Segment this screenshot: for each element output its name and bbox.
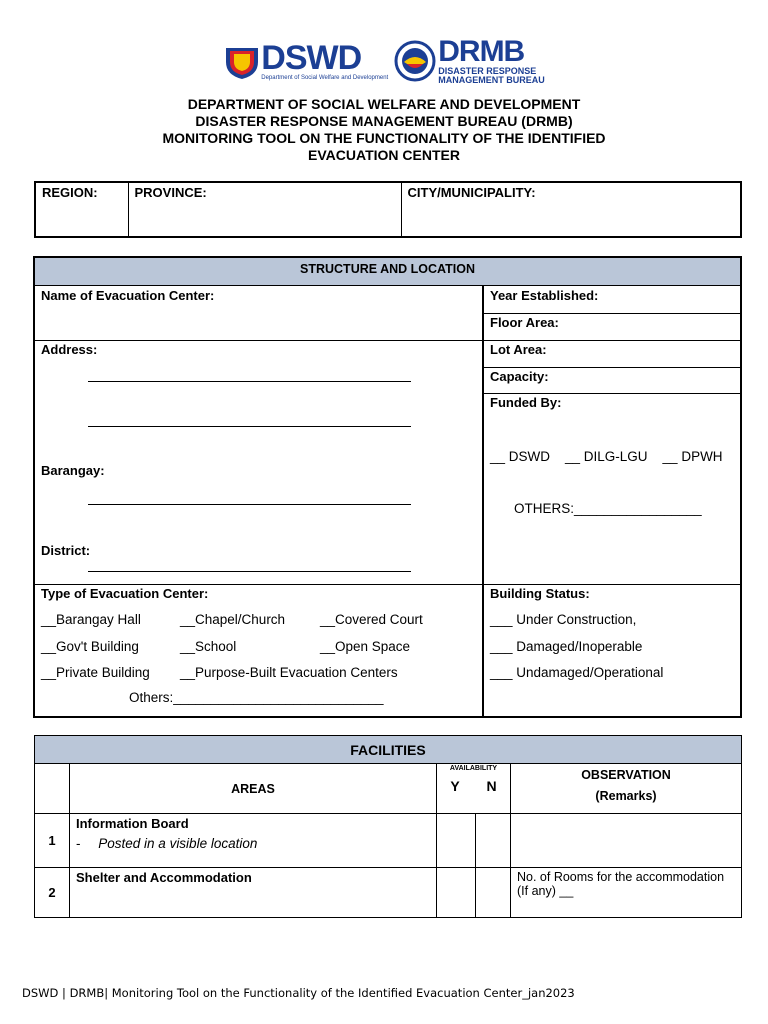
barangay-label: Barangay: xyxy=(41,463,105,478)
title-line-1: DEPARTMENT OF SOCIAL WELFARE AND DEVELOPMENT xyxy=(187,96,581,112)
yes-cell[interactable] xyxy=(437,868,476,918)
district-line[interactable] xyxy=(88,571,411,572)
num-header-cell xyxy=(35,764,70,814)
yes-cell[interactable] xyxy=(437,814,476,868)
lot-area-label: Lot Area: xyxy=(490,342,547,357)
province-field[interactable]: PROVINCE: xyxy=(128,182,401,237)
floor-area-label: Floor Area: xyxy=(490,315,559,330)
title-line-3: MONITORING TOOL ON THE FUNCTIONALITY OF THE IDENTIFIED xyxy=(162,130,606,146)
name-of-center-label: Name of Evacuation Center: xyxy=(41,288,215,303)
availability-header xyxy=(437,764,511,814)
type-chapel-church[interactable]: __Chapel/Church xyxy=(180,612,286,627)
drmb-subtitle-2: MANAGEMENT BUREAU xyxy=(438,75,545,85)
others-fund-field[interactable]: OTHERS:_________________ xyxy=(514,501,702,516)
address-line-1[interactable] xyxy=(88,381,411,382)
drmb-seal-icon xyxy=(394,40,436,82)
dswd-wordmark: DSWD xyxy=(261,39,362,77)
facilities-table xyxy=(34,735,742,918)
region-field[interactable]: REGION: xyxy=(35,182,128,237)
observation-header xyxy=(511,764,742,814)
drmb-logo xyxy=(394,37,545,85)
page-footer: DSWD | DRMB| Monitoring Tool on the Functionality of the Identified Evacuation Center_jan2023 xyxy=(22,986,575,1000)
building-status-label: Building Status: xyxy=(490,586,590,601)
remarks-cell[interactable] xyxy=(511,814,742,868)
type-of-center-label: Type of Evacuation Center: xyxy=(41,586,209,601)
area-subitem: Posted in a visible location xyxy=(98,836,258,851)
title-line-2: DISASTER RESPONSE MANAGEMENT BUREAU (DRMB) xyxy=(195,113,573,129)
district-label: District: xyxy=(41,543,91,558)
remarks-cell[interactable]: No. of Rooms for the accommodation (If any) __ xyxy=(511,868,742,918)
type-govt-building[interactable]: __Gov't Building xyxy=(41,639,139,654)
remarks-label: (Remarks) xyxy=(595,789,657,803)
area-cell xyxy=(70,814,437,868)
title-line-4: EVACUATION CENTER xyxy=(308,147,460,163)
area-title: Shelter and Accommodation xyxy=(76,870,252,885)
status-undamaged[interactable]: ___ Undamaged/Operational xyxy=(490,665,664,680)
availability-label: AVAILABILITY xyxy=(449,765,498,772)
dswd-logo xyxy=(223,41,388,81)
status-damaged[interactable]: ___ Damaged/Inoperable xyxy=(490,639,643,654)
type-open-space[interactable]: __Open Space xyxy=(320,639,411,654)
row-divider xyxy=(483,393,740,394)
row-divider xyxy=(483,367,740,368)
row-number: 2 xyxy=(35,868,70,918)
yes-header: Y xyxy=(450,778,460,794)
status-under-construction[interactable]: ___ Under Construction, xyxy=(490,612,637,627)
row-divider xyxy=(35,584,740,585)
column-divider xyxy=(482,286,484,716)
area-title: Information Board xyxy=(76,816,189,831)
structure-header: STRUCTURE AND LOCATION xyxy=(35,258,740,286)
table-row xyxy=(35,868,742,918)
header-logos xyxy=(0,35,768,85)
type-private-building[interactable]: __Private Building xyxy=(41,665,150,680)
type-school[interactable]: __School xyxy=(180,639,237,654)
barangay-line[interactable] xyxy=(88,504,411,505)
observation-label: OBSERVATION xyxy=(581,768,671,782)
type-purpose-built[interactable]: __Purpose-Built Evacuation Centers xyxy=(180,665,398,680)
type-others-field[interactable]: Others:____________________________ xyxy=(129,690,384,705)
address-label: Address: xyxy=(41,342,98,357)
drmb-wordmark: DRMB xyxy=(438,35,525,68)
capacity-label: Capacity: xyxy=(490,369,549,384)
fund-options[interactable]: __ DSWD __ DILG-LGU __ DPWH xyxy=(490,449,723,464)
dswd-emblem-icon xyxy=(223,42,261,80)
bullet-dash: - xyxy=(76,836,81,851)
year-established-label: Year Established: xyxy=(490,288,599,303)
dswd-subtitle: Department of Social Welfare and Development xyxy=(261,75,389,81)
city-municipality-field[interactable]: CITY/MUNICIPALITY: xyxy=(401,182,741,237)
areas-header: AREAS xyxy=(70,764,437,814)
table-row xyxy=(35,814,742,868)
structure-location-section xyxy=(33,256,742,718)
row-divider xyxy=(35,340,740,341)
no-cell[interactable] xyxy=(476,868,511,918)
address-line-2[interactable] xyxy=(88,426,411,427)
no-cell[interactable] xyxy=(476,814,511,868)
funded-by-label: Funded By: xyxy=(490,395,562,410)
area-cell xyxy=(70,868,437,918)
type-covered-court[interactable]: __Covered Court xyxy=(320,612,423,627)
drmb-subtitle-1: DISASTER RESPONSE xyxy=(438,66,537,76)
location-table xyxy=(34,181,742,238)
document-title xyxy=(0,96,768,164)
row-number: 1 xyxy=(35,814,70,868)
type-barangay-hall[interactable]: __Barangay Hall xyxy=(41,612,141,627)
facilities-header: FACILITIES xyxy=(35,736,742,764)
row-divider xyxy=(483,313,740,314)
no-header: N xyxy=(486,778,497,794)
